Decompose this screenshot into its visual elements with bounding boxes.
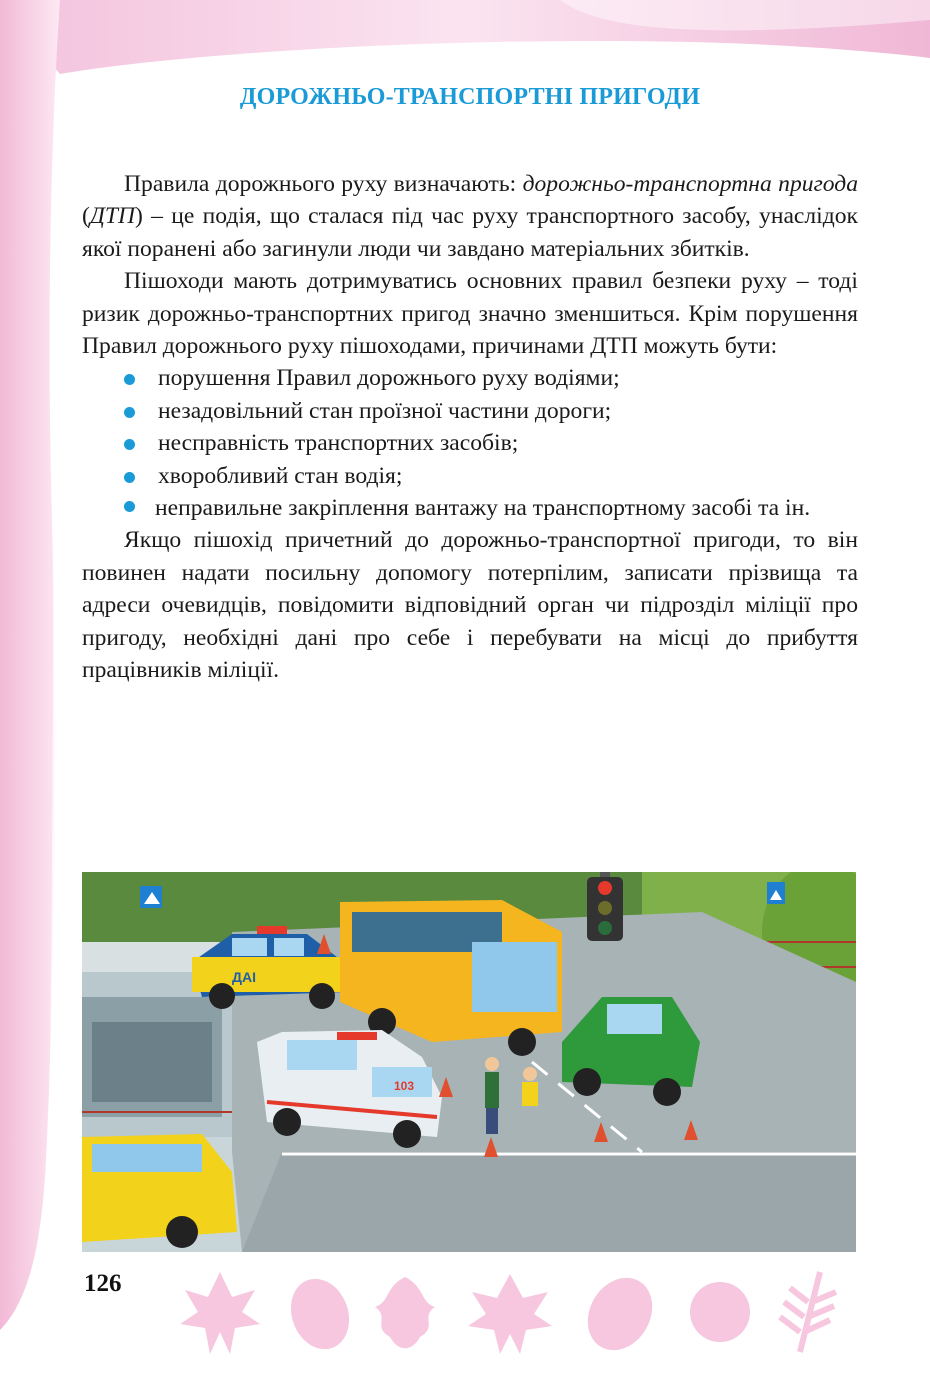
list-item [82,427,858,459]
page-number: 126 [84,1270,122,1297]
cause-text: неправильне закріплення вантажу на транспортному засобі та ін. [155,495,811,522]
list-item [82,395,858,427]
bullet-icon [124,439,135,450]
bullet-icon [124,407,135,418]
body-text [82,168,858,687]
yellow-bus [82,1134,237,1248]
paragraph-definition [82,168,858,265]
list-item [82,362,858,394]
bullet-icon [124,374,135,385]
cause-text: порушення Правил дорожнього руху водіями; [158,365,620,392]
definition-lead: Правила дорожнього руху визначають: [124,171,523,197]
definition-abbr: ДТП [89,203,136,230]
ambulance-label: 103 [394,1079,415,1093]
list-item [82,492,858,524]
fern-leaf-icon [780,1272,836,1352]
abbr-open: ( [82,203,90,230]
leaves-decoration [180,1262,860,1362]
cause-text: незадовільний стан проїзної частини дороги; [158,397,612,424]
bullet-icon [124,501,135,512]
list-item [82,460,858,492]
paragraph-duties: Якщо пішохід причетний до дорожньо-транспортної пригоди, то він повинен надати посильну допомогу потерпілим, записати прізвища та адреси очевидців, повідомити відповідний орган чи підрозділ міліції про пригоду, необхідні дані про себе і перебувати на місці до прибуття працівників міліції. [82,527,858,684]
cause-text: хворобливий стан водія; [158,462,403,489]
paragraph-pedestrians: Пішоходи мають дотримуватись основних правил безпеки руху – тоді ризик дорожньо-транспортних пригод значно зменшиться. Крім порушення Правил дорожнього руху пішоходами, причинами ДТП можуть бути: [82,268,858,360]
oak-leaf-icon [375,1277,435,1348]
traffic-light-icon [587,872,623,941]
round-leaf-icon [690,1282,750,1342]
definition-term: дорожньо-транспортна пригода [522,171,858,197]
maple-leaf-icon [468,1274,552,1354]
definition-rest: – це подія, що сталася під час руху транспортного засобу, унаслідок якої поранені або загинули люди чи завдано матеріальних збитків. [82,203,858,262]
abbr-close: ) [135,203,143,230]
bullet-icon [124,472,135,483]
maple-leaf-icon [180,1272,260,1354]
accident-illustration [82,872,856,1252]
causes-list [82,362,858,524]
police-car-label: ДАІ [232,969,256,985]
cause-text: несправність транспортних засобів; [158,430,519,457]
page-title: ДОРОЖНЬО-ТРАНСПОРТНІ ПРИГОДИ [239,84,701,110]
leaf-icon [281,1271,358,1358]
leaf-icon [575,1266,665,1362]
